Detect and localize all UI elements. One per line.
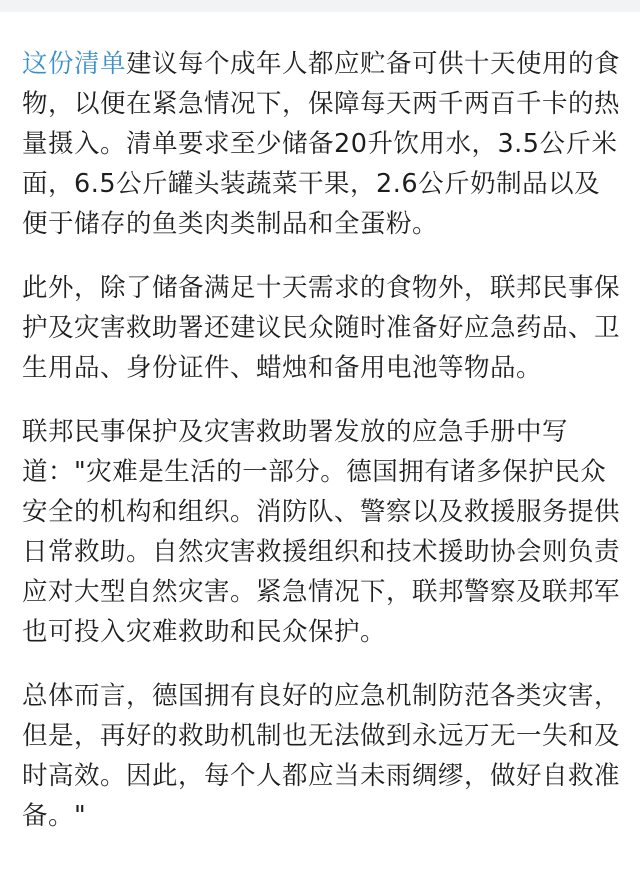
paragraph-3: 联邦民事保护及灾害救助署发放的应急手册中写道："灾难是生活的一部分。德国拥有诸多保护民众安全的机构和组织。消防队、警察以及救援服务提供日常救助。自然灾害救援组织和技术援助协会则负责应对大型自然灾害。紧急情况下，联邦警察及联邦军也可投入灾难救助和民众保护。	[22, 417, 621, 647]
paragraph-4: 总体而言，德国拥有良好的应急机制防范各类灾害，但是，再好的救助机制也无法做到永远万无一失和及时高效。因此，每个人都应当未雨绸缪，做好自救准备。"	[22, 681, 621, 831]
paragraph-1	[22, 44, 622, 244]
paragraph-2: 此外，除了储备满足十天需求的食物外，联邦民事保护及灾害救助署还建议民众随时准备好应急药品、卫生用品、身份证件、蜡烛和备用电池等物品。	[22, 273, 621, 383]
top-strip	[0, 0, 640, 12]
paragraph-1-text: 建议每个成年人都应贮备可供十天使用的食物，以便在紧急情况下，保障每天两千两百千卡的热量摄入。清单要求至少储备20升饮用水，3.5公斤米面，6.5公斤罐头装蔬菜干果，2.6公斤奶制品以及便于储存的鱼类肉类制品和全蛋粉。	[22, 49, 621, 239]
checklist-link[interactable]: 这份清单	[22, 49, 127, 79]
article-body	[22, 44, 622, 860]
